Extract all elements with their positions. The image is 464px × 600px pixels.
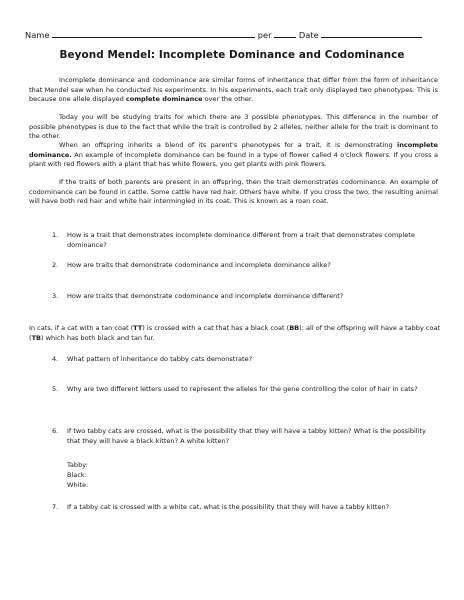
question-6-answer-labels — [67, 461, 88, 491]
question-number: 7. — [52, 503, 59, 511]
date-label: Date — [298, 30, 319, 40]
genotype-tabby: TB — [31, 333, 42, 342]
cats-text: ) which has both black and tan fur. — [41, 333, 155, 342]
question-text: How are traits that demonstrate codominance and incomplete dominance different? — [67, 292, 344, 300]
cats-text: ) is crossed with a cat that has a black coat ( — [142, 324, 290, 332]
intro-p3-text: When an offspring inherits a blend of its parent's phenotypes for a trait, it is demonstrating — [59, 141, 397, 149]
intro-p1-text: Incomplete dominance and codominance are similar forms of inheritance that differ from the form of inheritance that Mendel saw when he conducted his experiments. In his experiments, each trait only displayed two phenotypes. This is because one allele displayed — [29, 76, 438, 104]
intro-p3-text-end: An example of incomplete dominance can be found in a type of flower called 4 o'clock flowers. If you cross a plant with red flowers with a plant that has white flowers, you get plants with pink flowers. — [29, 150, 438, 169]
tabby-label: Tabby: — [67, 461, 88, 469]
cats-paragraph — [29, 324, 441, 343]
question-text: If a tabby cat is crossed with a white cat, what is the possibility that they will have a tabby kitten? — [67, 503, 390, 511]
question-number: 5. — [52, 385, 59, 393]
genotype-black: BB — [289, 324, 300, 332]
per-label: per — [257, 30, 272, 40]
question-text: What pattern of inheritance do tabby cats demonstrate? — [67, 355, 253, 363]
intro-p1-text-end: over the other. — [202, 95, 254, 104]
question-text: If two tabby cats are crossed, what is the possibility that they will have a tabby kitten? What is the possibility that they will have a black kitten? A white kitten? — [67, 427, 426, 445]
incomplete-dominance-term: incomplete dominance. — [29, 141, 438, 159]
question-number: 2. — [52, 261, 59, 269]
question-number: 6. — [52, 427, 59, 435]
cats-text: ); all of the offspring will have a tabby coat ( — [29, 324, 441, 342]
intro-paragraph-2: Today you will be studying traits for which there are 3 possible phenotypes. This difference in the number of possible phenotypes is due to the fact that while the trait is controlled by 2 alleles, neither allele for the trait is dominant to the other. — [29, 113, 438, 141]
intro-paragraph-4: If the traits of both parents are present in an offspring, then the trait demonstrates codominance. An example of codominance can be found in cattle. Some cattle have red hair. Others have white. If you cross the two, the resulting animal will have both red hair and white hair intermingled in its coat. This is known as a roan coat. — [29, 178, 438, 206]
question-number: 3. — [52, 292, 59, 300]
worksheet-title: Beyond Mendel: Incomplete Dominance and Codominance — [59, 49, 405, 61]
genotype-tan: TT — [133, 324, 143, 332]
complete-dominance-term: complete dominance — [125, 95, 203, 104]
question-text: Why are two different letters used to represent the alleles for the gene controlling the color of hair in cats? — [67, 385, 418, 393]
white-label: White: — [67, 480, 89, 489]
question-number: 1. — [52, 231, 59, 239]
name-label: Name — [25, 30, 50, 40]
question-text: How is a trait that demonstrates incomplete dominance different from a trait that demonstrates complete dominance? — [67, 231, 415, 249]
per-blank — [274, 28, 296, 38]
question-text: How are traits that demonstrate codominance and incomplete dominance alike? — [67, 261, 331, 269]
name-blank — [52, 28, 255, 38]
date-blank — [321, 28, 422, 38]
black-label: Black: — [67, 470, 87, 479]
header-line — [25, 28, 445, 40]
intro-paragraph-1 — [29, 76, 438, 105]
intro-paragraph-3 — [29, 141, 438, 170]
question-number: 4. — [52, 355, 59, 363]
cats-text: In cats, if a cat with a tan coat ( — [29, 324, 134, 332]
